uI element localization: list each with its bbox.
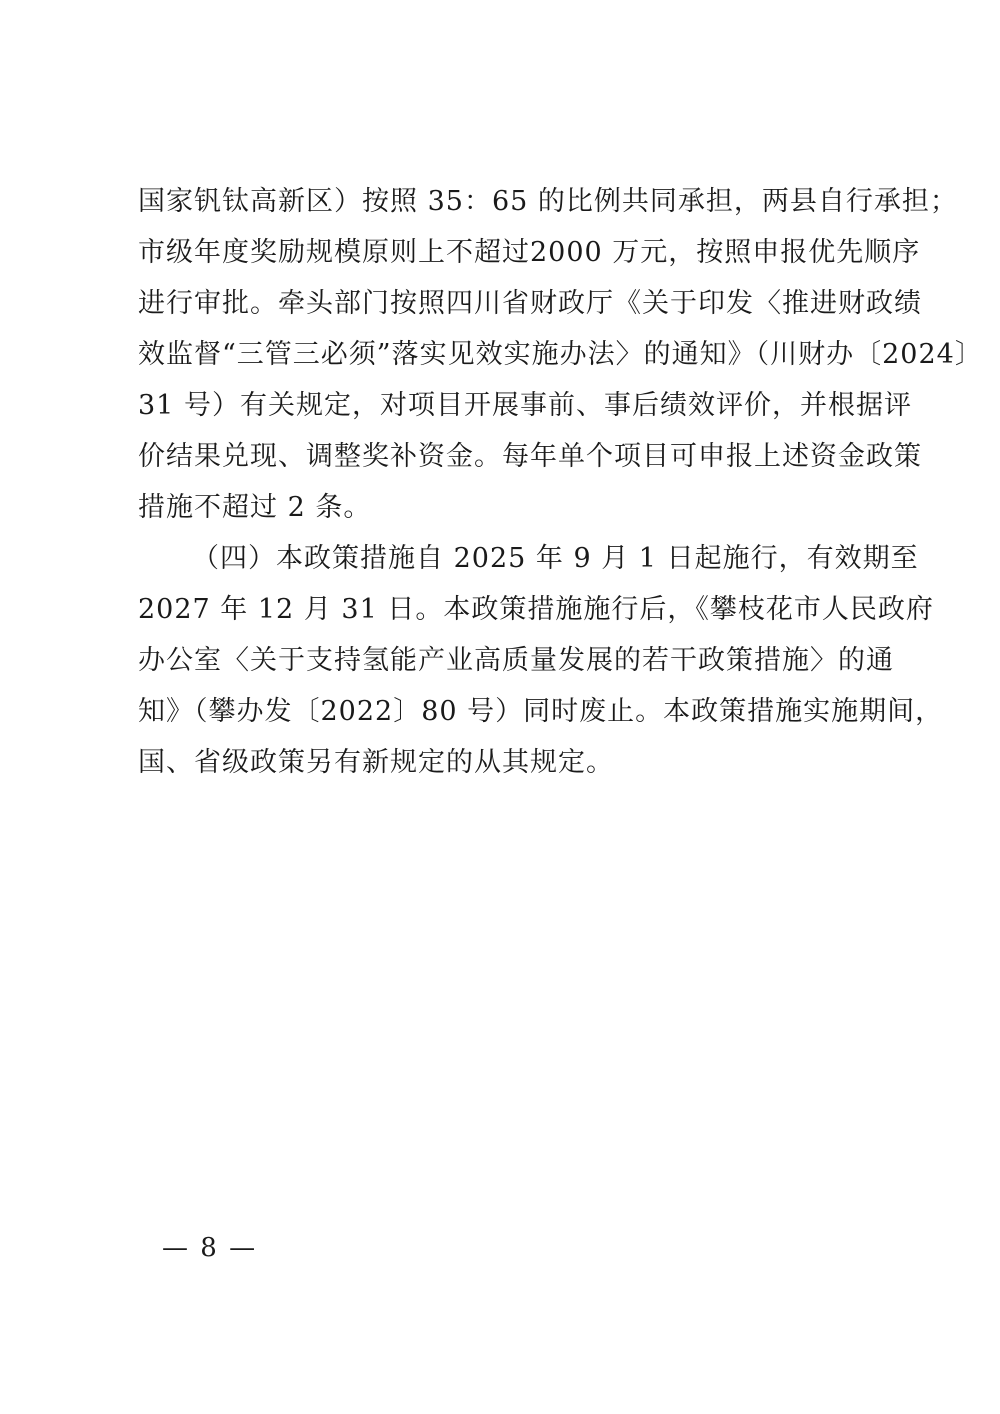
text-line: 办公室〈关于支持氢能产业高质量发展的若干政策措施〉的通 [138,645,894,676]
text-line: 知》（攀办发〔2022〕80 号）同时废止。本政策措施实施期间， [138,696,944,727]
text-line: 国家钒钛高新区）按照 35：65 的比例共同承担，两县自行承担； [138,186,958,217]
text-line: 价结果兑现、调整奖补资金。每年单个项目可申报上述资金政策 [138,441,922,472]
text-line: 31 号）有关规定，对项目开展事前、事后绩效评价，并根据评 [138,390,912,421]
text-line: 市级年度奖励规模原则上不超过2000 万元，按照申报优先顺序 [138,237,921,268]
text-line: 效监督“三管三必须”落实见效实施办法〉的通知》（川财办〔2024〕 [138,339,983,370]
page-number: — 8 — [162,1233,258,1263]
text-line: 国、省级政策另有新规定的从其规定。 [138,747,614,778]
text-line: 进行审批。牵头部门按照四川省财政厅《关于印发〈推进财政绩 [138,288,922,319]
text-line: 2027 年 12 月 31 日。本政策措施施行后，《攀枝花市人民政府 [138,594,934,625]
body-text [138,176,983,788]
paragraph-funding-rules [138,176,983,533]
text-line: （四）本政策措施自 2025 年 9 月 1 日起施行，有效期至 [192,543,919,574]
paragraph-effective-period [138,533,944,788]
text-line: 措施不超过 2 条。 [138,492,372,523]
